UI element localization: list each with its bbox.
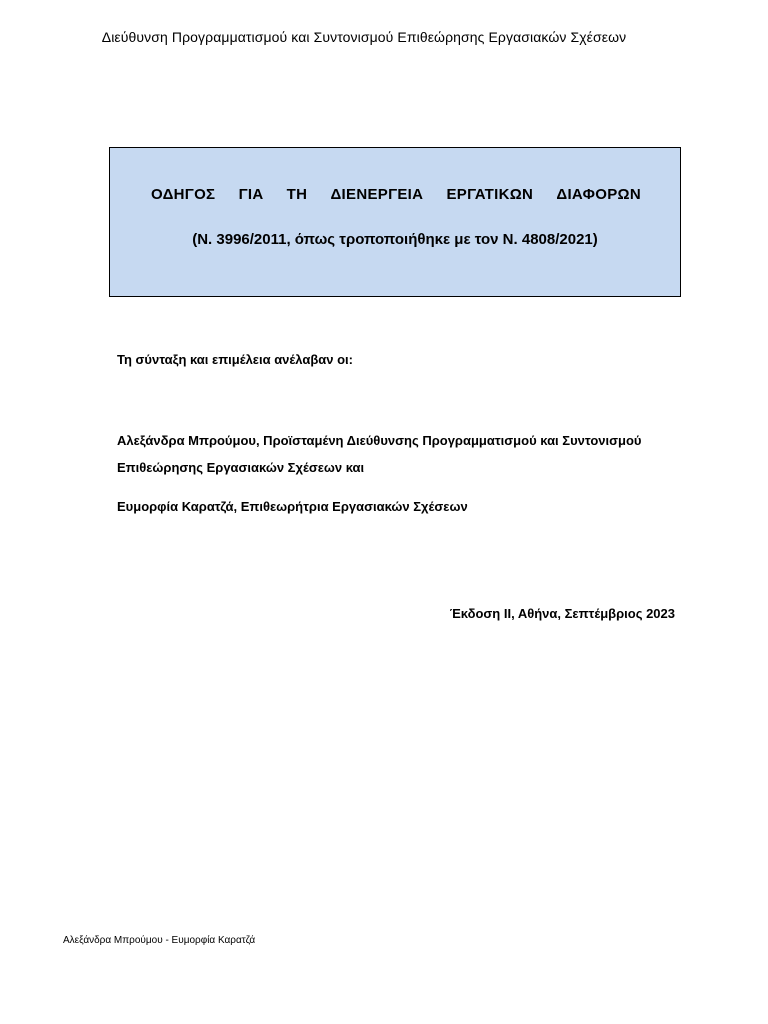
document-subtitle: (Ν. 3996/2011, όπως τροποποιήθηκε με τον Ν. 4808/2021) xyxy=(192,231,598,248)
authors-intro: Τη σύνταξη και επιμέλεια ανέλαβαν οι: xyxy=(117,352,353,367)
title-word: ΕΡΓΑΤΙΚΩΝ xyxy=(446,186,534,203)
author-1-line-1: Αλεξάνδρα Μπρούμου, Προϊσταμένη Διεύθυνσης Προγραμματισμού και Συντονισμού xyxy=(117,433,642,448)
title-word: ΔΙΕΝΕΡΓΕΙΑ xyxy=(330,186,424,203)
author-2: Ευμορφία Καρατζά, Επιθεωρήτρια Εργασιακών Σχέσεων xyxy=(117,499,468,514)
title-word: ΓΙΑ xyxy=(238,186,264,203)
title-word: ΔΙΑΦΟΡΩΝ xyxy=(556,186,641,203)
page-footer: Αλεξάνδρα Μπρούμου - Ευμορφία Καρατζά xyxy=(63,935,256,946)
title-box xyxy=(109,147,681,297)
author-1-line-2: Επιθεώρησης Εργασιακών Σχέσεων και xyxy=(117,460,365,475)
page-header: Διεύθυνση Προγραμματισμού και Συντονισμού Επιθεώρησης Εργασιακών Σχέσεων xyxy=(101,29,627,45)
title-word: ΟΔΗΓΟΣ xyxy=(151,186,216,203)
title-word: ΤΗ xyxy=(286,186,308,203)
edition-info: Έκδοση ΙΙ, Αθήνα, Σεπτέμβριος 2023 xyxy=(449,606,675,621)
document-title xyxy=(151,186,641,203)
